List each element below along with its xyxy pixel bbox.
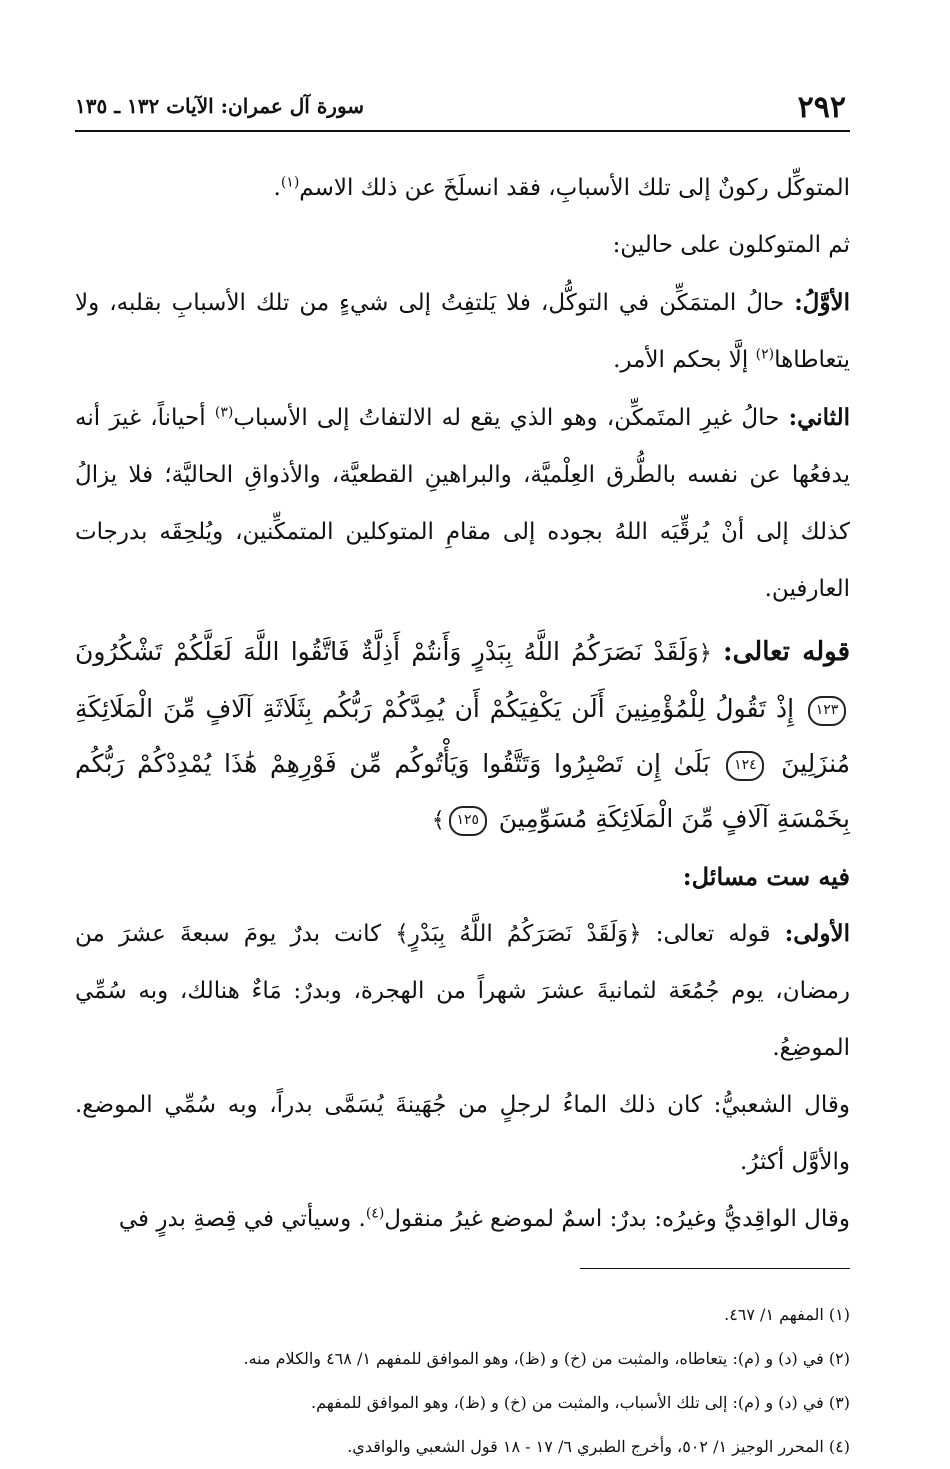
- verse-number-marker: ١٢٥: [449, 806, 487, 836]
- verse-number-marker: ١٢٤: [726, 751, 764, 781]
- paragraph: وقال الواقِديُّ وغيرُه: بدرٌ: اسمٌ لموضع غيرُ منقول$^{(٤)}$. وسيأتي في قِصةِ بدرٍ في: [118, 1205, 850, 1232]
- paragraph: الثاني: حالُ غيرِ المتَمكِّن، وهو الذي يقع له الالتفاتُ إلى الأسباب$^{(٣)}$ أحياناً، غيرَ أنه يدفعُها عن نفسه بالطُّرق العِلْميَّة، والبراهينِ القطعيَّة، والأذواقِ الحاليَّة؛ فلا يزالُ كذلك إلى أنْ يُرقِّيَه اللهُ بجوده إلى مقامِ المتوكلين المتمكِّنين، ويُلحِقَه بدرجات العارفين.: [75, 404, 851, 602]
- verse-text: وَلَقَدْ نَصَرَكُمُ اللَّهُ بِبَدْرٍ وَأَنتُمْ أَذِلَّةٌ فَاتَّقُوا اللَّهَ لَعَلَّكُمْ تَشْكُرُونَ: [75, 637, 699, 666]
- paragraph: المتوكِّل ركونٌ إلى تلك الأسبابِ، فقد انسلَخَ عن ذلك الاسم$^{(١)}$.: [273, 174, 850, 201]
- paragraph-lead: الأوَّلُ:: [794, 289, 851, 316]
- inline-verse-quote: ﴿وَلَقَدْ نَصَرَكُمُ اللَّهُ بِبَدْرٍ﴾: [395, 921, 642, 947]
- chapter-title: سورة آل عمران: الآيات ١٣٢ ـ ١٣٥: [75, 94, 365, 118]
- verse-number-marker: ١٢٣: [808, 696, 846, 726]
- quran-verse-block: [75, 624, 850, 848]
- paragraph-lead: الأولى:: [784, 920, 850, 947]
- page-number: ٢٩٢: [797, 90, 846, 125]
- verse-open-bracket: ﴿: [698, 641, 712, 666]
- paragraph: الأوَّلُ: حالُ المتمَكِّن في التوكُّل، فلا يَلتفِتُ إلى شيءٍ من تلك الأسبابِ بقلبه، ولا يتعاطاها$^{(٢)}$ إلَّا بحكم الأمر.: [75, 289, 851, 373]
- main-text: [75, 160, 850, 1248]
- footnote-marker[interactable]: (٤): [365, 1205, 385, 1222]
- footnotes: [75, 1293, 850, 1469]
- footnote-item: (٣) في (د) و (م): إلى تلك الأسباب، والمثبت من (خ) و (ظ)، وهو الموافق للمفهم.: [311, 1393, 850, 1412]
- verse-intro: قوله تعالى:: [723, 637, 851, 667]
- running-header: [75, 88, 850, 132]
- footnote-item: (٢) في (د) و (م): يتعاطاه، والمثبت من (خ) و (ظ)، وهو الموافق للمفهم ١/ ٤٦٨ والكلام منه.: [243, 1349, 850, 1368]
- section-heading: فيه ست مسائل:: [682, 862, 850, 891]
- paragraph: ثم المتوكلون على حالين:: [612, 232, 850, 258]
- footnote-marker[interactable]: (١): [280, 174, 300, 191]
- verse-close-bracket: ﴾: [431, 808, 445, 833]
- footnote-marker[interactable]: (٣): [214, 404, 234, 421]
- footnote-separator: [580, 1268, 850, 1269]
- footnote-item: (١) المفهم ١/ ٤٦٧.: [724, 1305, 850, 1324]
- footnote-marker[interactable]: (٢): [755, 346, 775, 363]
- book-page: [75, 88, 850, 1469]
- verse-text: بَلَىٰ إِن تَصْبِرُوا وَتَتَّقُوا وَيَأْتُوكُم مِّن فَوْرِهِمْ هَٰذَا يُمْدِدْكُمْ رَبُّكُم بِخَمْسَةِ آلَافٍ مِّنَ الْمَلَائِكَةِ مُسَوِّمِينَ: [75, 749, 850, 833]
- footnote-item: (٤) المحرر الوجيز ١/ ٥٠٢، وأخرج الطبري ٦/ ١٧ - ١٨ قول الشعبي والواقدي.: [347, 1437, 850, 1456]
- verse-text: إِذْ تَقُولُ لِلْمُؤْمِنِينَ أَلَن يَكْفِيَكُمْ أَن يُمِدَّكُمْ رَبُّكُم بِثَلَاثَةِ آلَافٍ مِّنَ الْمَلَائِكَةِ مُنزَلِينَ: [75, 694, 851, 778]
- paragraph-lead: الثاني:: [788, 404, 851, 431]
- paragraph: وقال الشعبيُّ: كان ذلك الماءُ لرجلٍ من جُهَينةَ يُسَمَّى بدراً، وبه سُمِّي الموضع. والأوَّل أكثرُ.: [75, 1092, 850, 1175]
- paragraph: الأولى: قوله تعالى: ﴿وَلَقَدْ نَصَرَكُمُ اللَّهُ بِبَدْرٍ﴾ كانت بدرٌ يومَ سبعةَ عشرَ من رمضان، يوم جُمُعَة لثمانيةَ عشرَ شهراً من الهجرة، وبدرٌ: مَاءٌ هنالك، وبه سُمِّي الموضِعُ.: [75, 920, 850, 1061]
